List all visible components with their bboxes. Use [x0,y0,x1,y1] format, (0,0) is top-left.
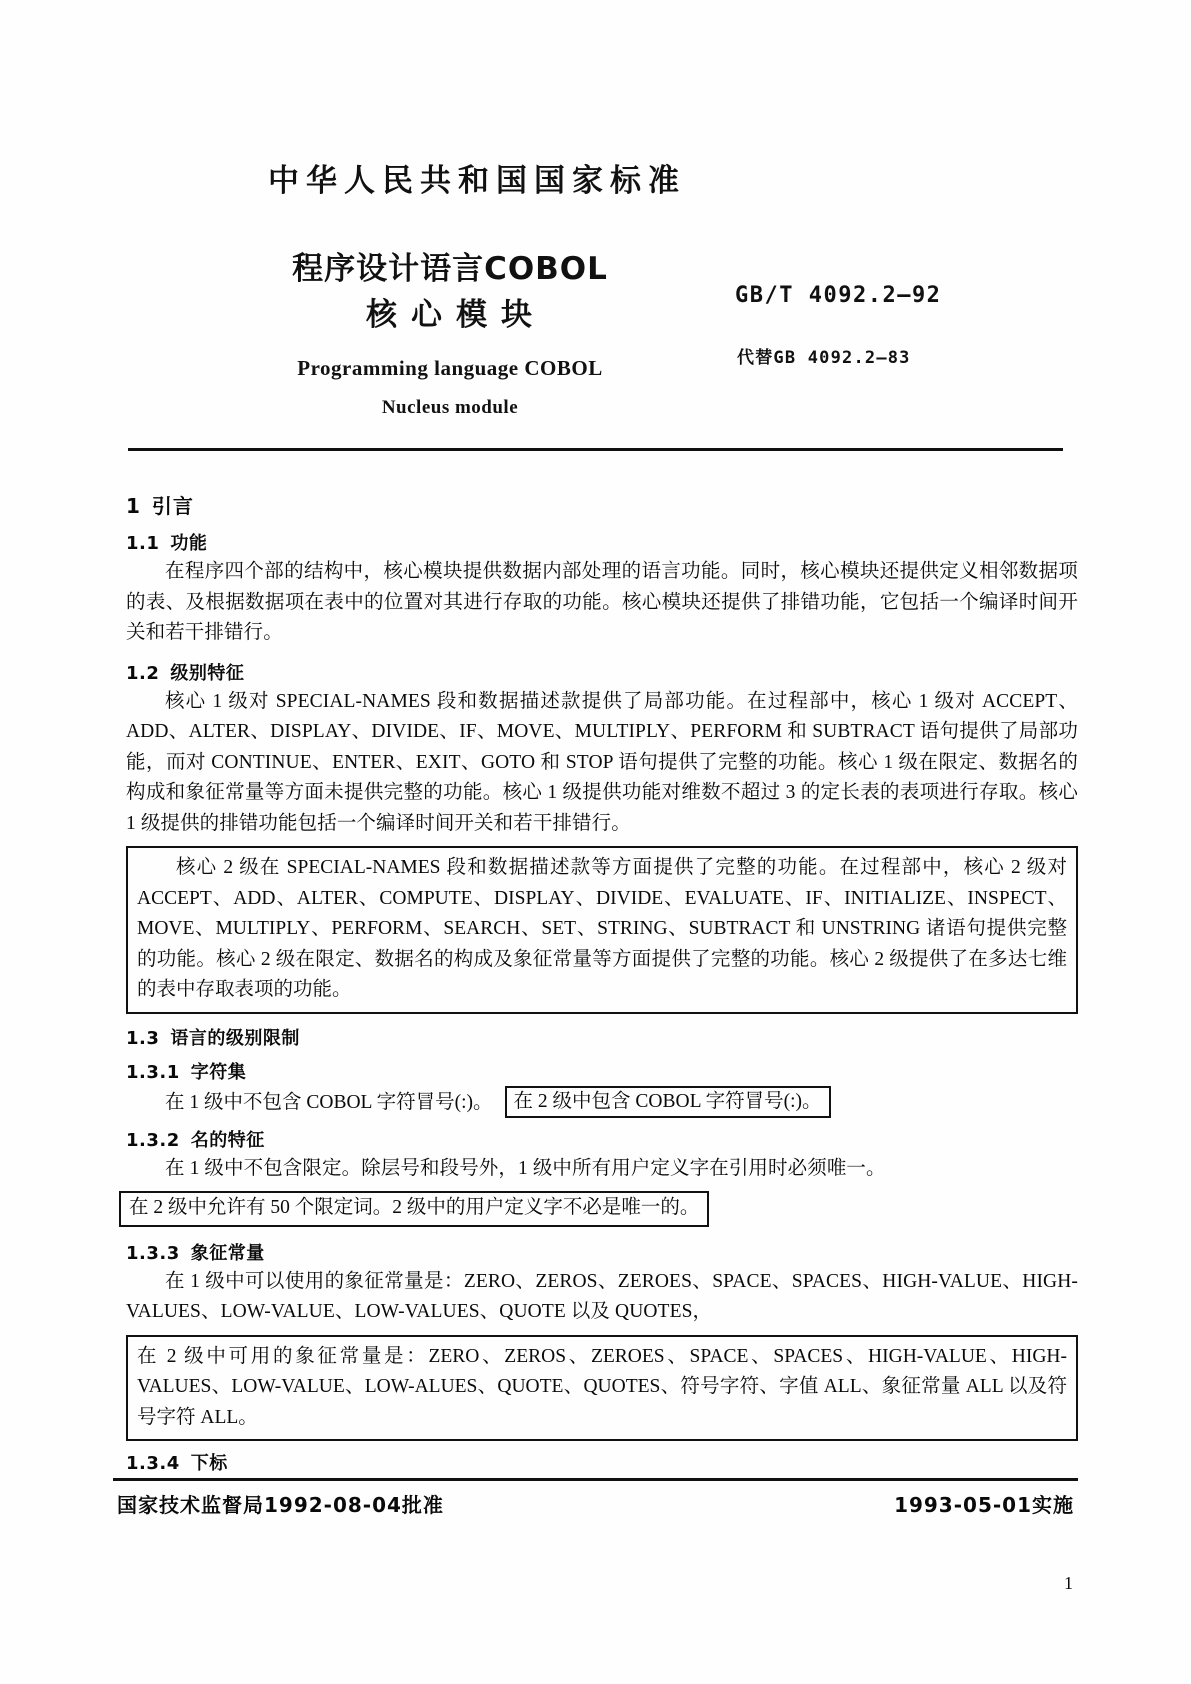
heading-text: 引言 [151,494,194,518]
standard-title-cn-line2: 核心模块 [366,297,546,333]
heading-1-introduction [126,490,1078,519]
heading-number: 1.1 [126,533,160,554]
standard-code: GB/T 4092.2—92 [735,283,942,308]
boxed-note-level2-qualifiers-wrap [113,1185,1078,1231]
heading-number: 1.3.1 [126,1061,180,1083]
heading-number: 1.3.3 [126,1242,180,1264]
heading-1-3-language-level-limits [126,1024,1078,1050]
heading-text: 级别特征 [170,662,245,684]
heading-number: 1 [126,494,141,518]
header-divider-rule [128,448,1063,451]
heading-1-3-2-name-features [126,1126,1078,1152]
heading-number: 1.3.4 [126,1453,180,1474]
heading-text: 语言的级别限制 [170,1027,300,1049]
footer-approval-text: 国家技术监督局1992-08-04批准 [117,1493,444,1517]
boxed-note-level2-colon: 在 2 级中包含 COBOL 字符冒号(:)。 [505,1086,831,1118]
boxed-note-level2-features: 核心 2 级在 SPECIAL-NAMES 段和数据描述款等方面提供了完整的功能。在过程部中，核心 2 级对 ACCEPT、ADD、ALTER、COMPUTE、DISPLAY、DIVIDE、EVALUATE、IF、INITIALIZE、INSPECT、MOVE、MULTIPLY、PERFORM、SEARCH、SET、STRING、SUBTRACT 和 UNSTRING 诸语句提供完整的功能。核心 2 级在限定、数据名的构成及象征常量等方面提供了完整的功能。核心 2 级提供了在多达七维的表中存取表项的功能。 [126,846,1078,1014]
national-standard-title: 中华人民共和国国家标准 [268,163,686,199]
paragraph-1-1: 在程序四个部的结构中，核心模块提供数据内部处理的语言功能。同时，核心模块还提供定义相邻数据项的表、及根据数据项在表中的位置对其进行存取的功能。核心模块还提供了排错功能，它包括一个编译时间开关和若干排错行。 [126,561,1078,643]
standard-title-en-line2: Nucleus module [381,397,519,418]
paragraph-1-3-1-lead: 在 1 级中不包含 COBOL 字符冒号(:)。 [165,1091,493,1113]
paragraph-1-3-3: 在 1 级中可以使用的象征常量是：ZERO、ZEROS、ZEROES、SPACE、SPACES、HIGH-VALUE、HIGH-VALUES、LOW-VALUE、LOW-VALUES、QUOTE 以及 QUOTES， [126,1270,1078,1322]
heading-number: 1.2 [126,662,160,684]
heading-1-1-function [126,529,1078,555]
heading-1-3-3-figurative-constants [126,1239,1078,1265]
heading-number: 1.3 [126,1027,160,1049]
heading-text: 象征常量 [190,1242,265,1264]
standard-title-cn-line1: 程序设计语言COBOL [292,251,608,287]
heading-number: 1.3.2 [126,1130,180,1151]
masthead [0,155,1191,445]
document-body [113,478,1078,1477]
paragraph-1-2: 核心 1 级对 SPECIAL-NAMES 段和数据描述款提供了局部功能。在过程部中，核心 1 级对 ACCEPT、ADD、ALTER、DISPLAY、DIVIDE、IF、MOVE、MULTIPLY、PERFORM 和 SUBTRACT 语句提供了局部功能，而对 CONTINUE、ENTER、EXIT、GOTO 和 STOP 语句提供了完整的功能。核心 1 级在限定、数据名的构成和象征常量等方面未提供完整的功能。核心 1 级提供功能对维数不超过 3 的定长表的表项进行存取。核心 1 级提供的排错功能包括一个编译时间开关和若干排错行。 [126,690,1078,834]
standard-title-block [150,247,750,419]
heading-text: 功能 [170,533,208,554]
heading-1-3-1-character-set [126,1058,1078,1084]
heading-text: 下标 [190,1453,228,1474]
paragraph-1-3-1-row [126,1086,1078,1119]
heading-1-3-4-subscript [126,1449,1078,1475]
boxed-note-level2-qualifiers: 在 2 级中允许有 50 个限定词。2 级中的用户定义字不必是唯一的。 [119,1191,709,1227]
footer-divider-rule [113,1478,1078,1481]
boxed-note-level2-figurative-constants: 在 2 级中可用的象征常量是：ZERO、ZEROS、ZEROES、SPACE、SPACES、HIGH-VALUE、HIGH-VALUES、LOW-VALUE、LOW-ALUES、QUOTE、QUOTES、符号字符、字值 ALL、象征常量 ALL 以及符号字符 ALL。 [126,1335,1078,1442]
page-number: 1 [1064,1573,1073,1593]
paragraph-1-3-2: 在 1 级中不包含限定。除层号和段号外，1 级中所有用户定义字在引用时必须唯一。 [165,1158,886,1179]
heading-text: 名的特征 [190,1130,265,1151]
footer-implementation-text: 1993-05-01实施 [894,1493,1074,1517]
heading-1-2-level-features [126,659,1078,685]
standard-title-en-line1: Programming language COBOL [297,356,603,380]
standard-replaces-note: 代替GB 4092.2—83 [737,348,911,368]
heading-text: 字符集 [190,1061,247,1083]
